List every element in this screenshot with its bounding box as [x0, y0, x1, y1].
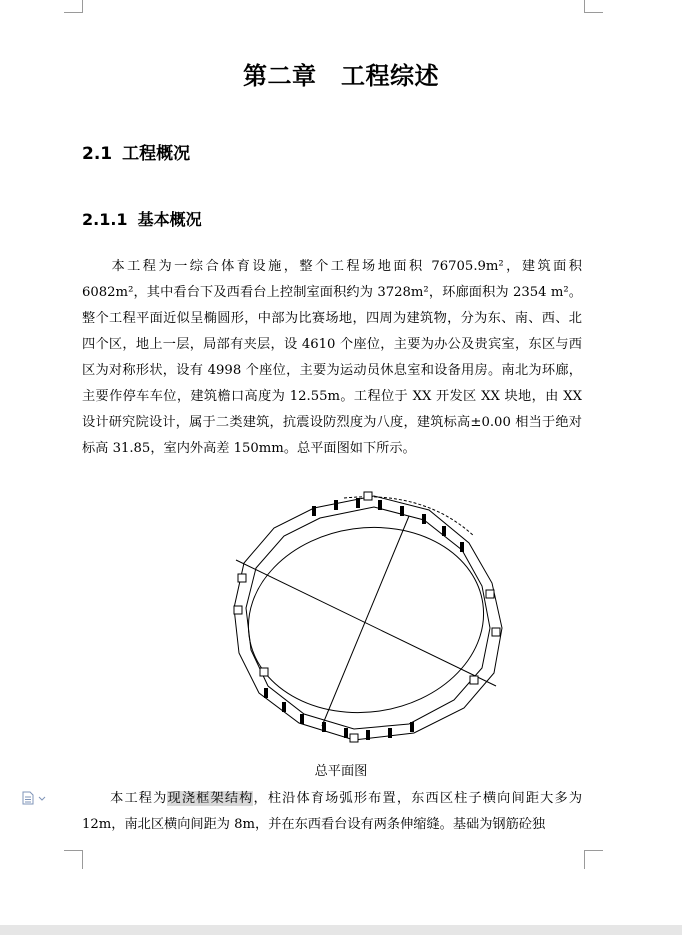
- window-bottom-edge: [0, 925, 682, 935]
- section-number: 2.1: [82, 144, 113, 164]
- paragraph-2-text-start: 本工程为: [109, 791, 168, 806]
- paragraph-1-text: 本工程为一综合体育设施，整个工程场地面积 76705.9m²，建筑面积 6082m²，其中看台下及西看台上控制室面积约为 3728m²，环廊面积为 2354 m²。整个工程平面近似呈椭圆形，中部为比赛场地，四周为建筑物，分为东、南、西、北四个区，地上一层，局部有夹层，设 4610 个座位，主要为办公及贵宾室，东区与西区为对称形状，设有 4998 个座位，主要为运动员休息室和设备用房。南北为环廊，主要作停车车位，建筑檐口高度为 12.55m。工程位于 XX 开发区 XX 块地，由 XX 设计研究院设计，属于二类建筑，抗震设防烈度为八度，建筑标高±0.00 相当于绝对标高 31.85，室内外高差 150mm。总平面图如下所示。: [82, 259, 582, 456]
- document-icon[interactable]: [20, 790, 50, 806]
- margin-corner-top-right: [584, 0, 603, 13]
- subsection-number: 2.1.1: [82, 210, 128, 229]
- body-paragraph-1[interactable]: [82, 254, 582, 462]
- paragraph-2-text-end: ，柱沿体育场弧形布置，东西区柱子横向间距大多为 12m，南北区横向间距为 8m，并在东西看台设有两条伸缩缝。基础为钢筋砼独: [82, 791, 583, 832]
- margin-corner-bottom-left: [64, 850, 83, 869]
- body-paragraph-2[interactable]: [82, 786, 582, 838]
- outer-ring: [234, 496, 502, 740]
- margin-corner-top-left: [64, 0, 83, 13]
- inner-ring: [246, 507, 490, 729]
- highlighted-text[interactable]: 现浇框架结构: [167, 791, 254, 806]
- section-title: 工程概况: [122, 144, 191, 164]
- chapter-title[interactable]: 第二章 工程综述: [243, 62, 439, 90]
- margin-corner-bottom-right: [584, 850, 603, 869]
- site-plan-figure[interactable]: [224, 488, 506, 750]
- subsection-heading[interactable]: [82, 207, 202, 230]
- figure-caption[interactable]: 总平面图: [314, 764, 368, 779]
- subsection-title: 基本概况: [137, 210, 202, 229]
- section-heading[interactable]: [82, 139, 190, 164]
- axis-line-2: [322, 516, 409, 726]
- document-icon-glyph: [20, 790, 50, 806]
- axis-line-1: [236, 560, 496, 686]
